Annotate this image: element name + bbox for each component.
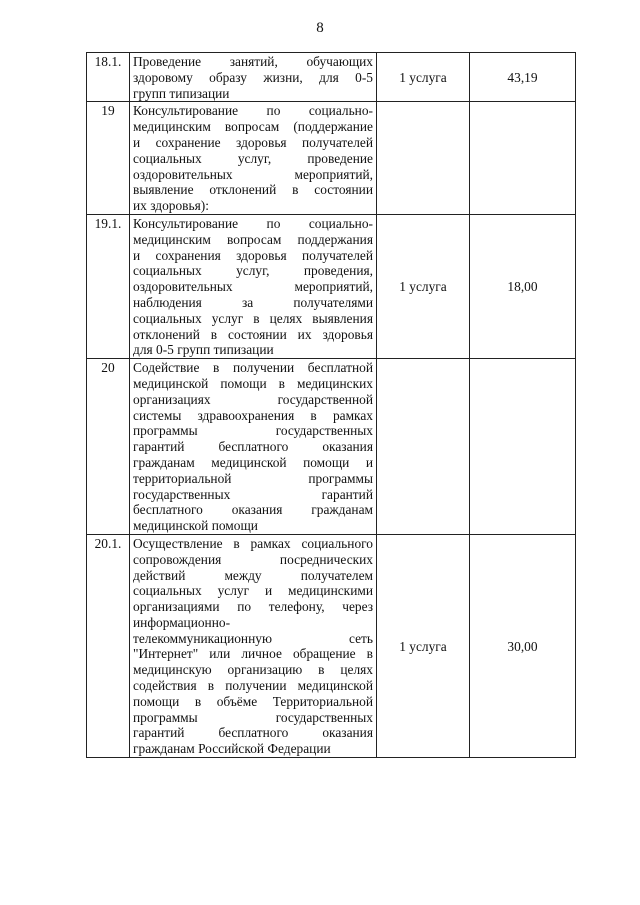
unit-cell: 1 услуга [377, 53, 470, 102]
description-line: Содействие в получении бесплатной [133, 360, 373, 376]
description-line: телекоммуникационную сеть [133, 630, 373, 646]
service-description-cell [130, 102, 377, 215]
row-number-cell: 18.1. [87, 53, 130, 102]
description-line: гарантий бесплатного оказания [133, 725, 373, 741]
page-number: 8 [316, 20, 324, 36]
row-number-cell: 19 [87, 102, 130, 215]
table-row [87, 53, 576, 102]
description-line: социальных услуг, проведения, [133, 263, 373, 279]
row-number-cell: 20.1. [87, 534, 130, 757]
description-line: действий между получателем [133, 567, 373, 583]
description-line: для 0-5 групп типизации [133, 342, 274, 358]
table-row [87, 534, 576, 757]
description-line: гражданам Российской Федерации [133, 741, 331, 757]
description-line: их здоровья): [133, 198, 209, 214]
table-row [87, 214, 576, 358]
description-line: бесплатного оказания гражданам [133, 502, 373, 518]
unit-cell: 1 услуга [377, 534, 470, 757]
unit-cell [377, 359, 470, 535]
description-line: социальных услуг, проведение [133, 150, 373, 166]
description-line: системы здравоохранения в рамках [133, 407, 373, 423]
description-line: гарантий бесплатного оказания [133, 439, 373, 455]
description-line: медицинской помощи [133, 518, 258, 534]
description-line: оздоровительных мероприятий, [133, 166, 373, 182]
description-line: Проведение занятий, обучающих [133, 54, 373, 69]
description-line: сопровождения посреднических [133, 551, 373, 567]
description-line: групп типизации [133, 85, 230, 101]
description-line: государственных гарантий [133, 486, 373, 502]
description-line: гражданам медицинской помощи и [133, 454, 373, 470]
price-cell [470, 359, 576, 535]
description-line: и сохранения здоровья получателей [133, 247, 373, 263]
price-cell: 30,00 [470, 534, 576, 757]
description-line: "Интернет" или личное обращение в [133, 646, 373, 662]
description-line: и сохранение здоровья получателей [133, 134, 373, 150]
description-line: программы государственных [133, 423, 373, 439]
description-line: территориальной программы [133, 470, 373, 486]
description-line: здоровому образу жизни, для 0-5 [133, 69, 373, 85]
description-line: программы государственных [133, 709, 373, 725]
row-number-cell: 20 [87, 359, 130, 535]
description-line: организациями по телефону, через [133, 599, 373, 615]
description-line: Консультирование по социально- [133, 103, 373, 119]
description-line: медицинским вопросам поддержания [133, 231, 373, 247]
description-line: наблюдения за получателями [133, 294, 373, 310]
description-line: Осуществление в рамках социального [133, 535, 373, 551]
price-cell: 43,19 [470, 53, 576, 102]
service-description-cell [130, 359, 377, 535]
description-line: выявление отклонений в состоянии [133, 182, 373, 198]
description-line: помощи в объёме Территориальной [133, 693, 373, 709]
description-line: социальных услуг в целях выявления [133, 310, 373, 326]
unit-cell [377, 102, 470, 215]
description-line: социальных услуг и медицинскими [133, 583, 373, 599]
description-line: Консультирование по социально- [133, 215, 373, 231]
service-description-cell [130, 214, 377, 358]
service-description-cell [130, 53, 377, 102]
table-row [87, 102, 576, 215]
description-line: информационно- [133, 614, 231, 630]
description-line: медицинским вопросам (поддержание [133, 119, 373, 135]
description-line: медицинскую организацию в целях [133, 662, 373, 678]
table-row [87, 359, 576, 535]
services-table [86, 52, 576, 758]
description-line: отклонений в состоянии их здоровья [133, 326, 373, 342]
price-cell [470, 102, 576, 215]
row-number-cell: 19.1. [87, 214, 130, 358]
description-line: оздоровительных мероприятий, [133, 279, 373, 295]
price-cell: 18,00 [470, 214, 576, 358]
unit-cell: 1 услуга [377, 214, 470, 358]
description-line: содействия в получении медицинской [133, 678, 373, 694]
description-line: медицинской помощи в медицинских [133, 375, 373, 391]
service-description-cell [130, 534, 377, 757]
description-line: организациях государственной [133, 391, 373, 407]
